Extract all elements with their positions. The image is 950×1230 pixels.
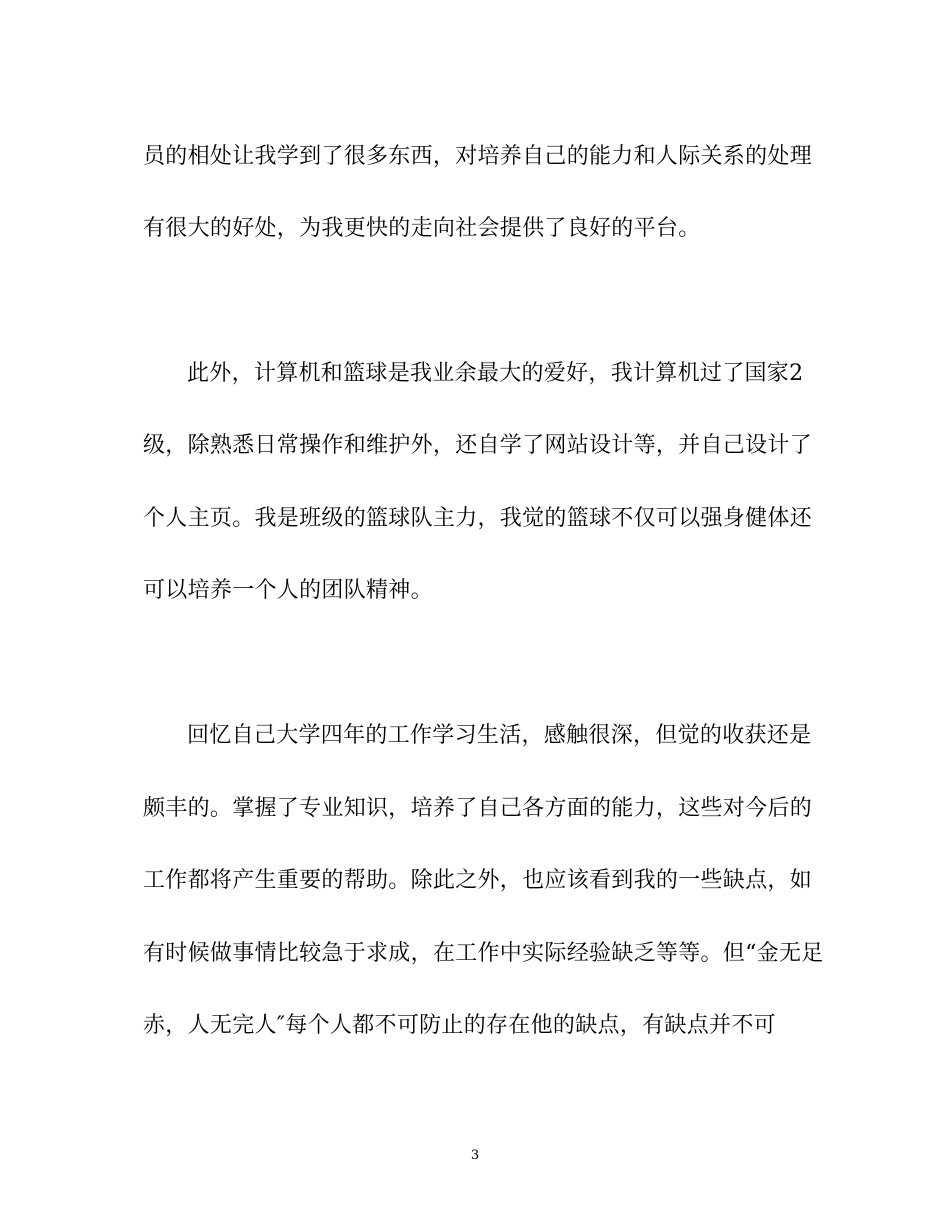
page-number: 3 [470, 1148, 480, 1163]
text-line: 有时候做事情比较急于求成，在工作中实际经验缺乏等等。但“金无足 [143, 941, 824, 966]
text-line: 赤，人无完人″每个人都不可防止的存在他的缺点，有缺点并不可 [143, 1013, 776, 1038]
text-line: 级，除熟悉日常操作和维护外，还自学了网站设计等，并自己设计了 [143, 433, 813, 458]
text-line: 个人主页。我是班级的篮球队主力，我觉的篮球不仅可以强身健体还 [143, 506, 813, 531]
text-line: 员的相处让我学到了很多东西，对培养自己的能力和人际关系的处理 [143, 144, 813, 169]
text-line: 可以培养一个人的团队精神。 [143, 578, 433, 603]
text-line: 工作都将产生重要的帮助。除此之外，也应该看到我的一些缺点，如 [143, 868, 813, 893]
text-line: 此外，计算机和篮球是我业余最大的爱好，我计算机过了国家2 [187, 361, 804, 386]
text-line: 颇丰的。掌握了专业知识，培养了自己各方面的能力，这些对今后的 [143, 796, 813, 821]
text-line: 回忆自己大学四年的工作学习生活，感触很深，但觉的收获还是 [187, 723, 812, 748]
text-line: 有很大的好处，为我更快的走向社会提供了良好的平台。 [143, 216, 701, 241]
